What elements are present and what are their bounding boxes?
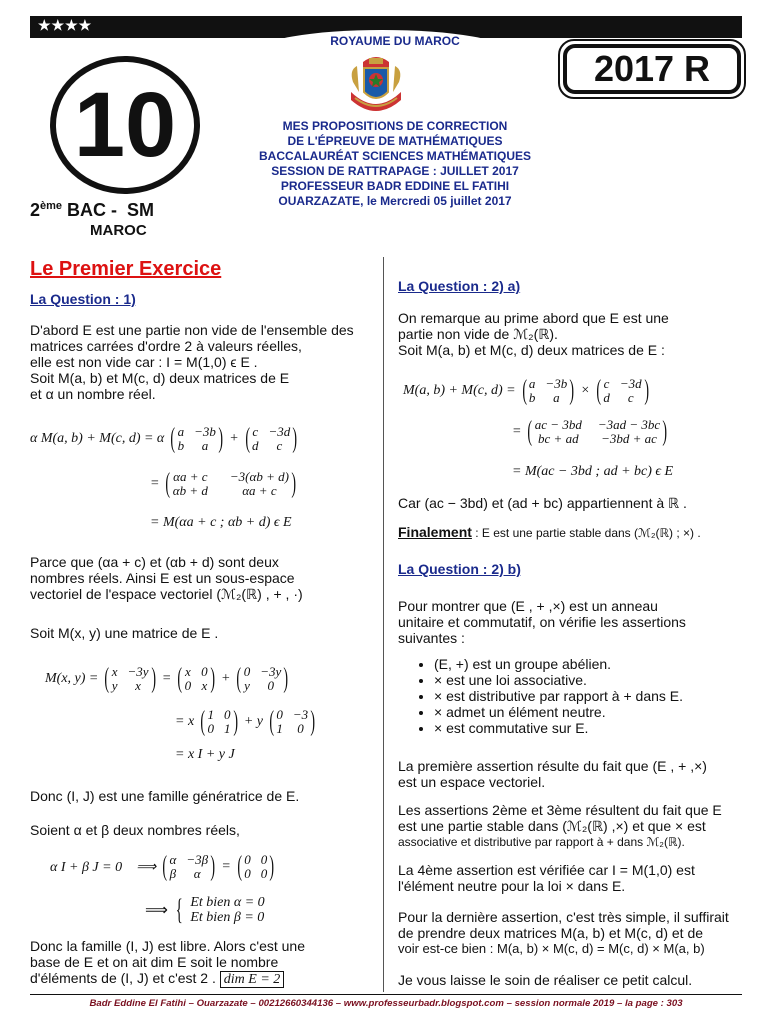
kingdom-title: ROYAUME DU MAROC bbox=[330, 34, 460, 48]
matrix: ( x −3y y x ) bbox=[104, 663, 156, 694]
math-text: = x bbox=[175, 714, 195, 729]
text-line: base de E et on ait dim E soit le nombre bbox=[30, 954, 279, 970]
matrix: ( αa + c −3(αb + d) αb + d αa + c ) bbox=[165, 468, 296, 499]
text-line: Pour la dernière assertion, c'est très simple, il suffirait bbox=[398, 909, 729, 925]
text-line: Pour montrer que (E , + ,×) est un anneau bbox=[398, 598, 658, 614]
text-line: est un espace vectoriel. bbox=[398, 774, 546, 790]
matrix: ( c −3d d c ) bbox=[596, 375, 649, 406]
equation-7: α I + β J = 0 ⟹ ( α −3β β α ) = ( 0 0 0 0 ) bbox=[50, 853, 277, 881]
text-line: suivantes : bbox=[398, 630, 465, 646]
paragraph bbox=[398, 758, 743, 790]
matrix: ( α −3β β α ) bbox=[162, 851, 216, 882]
matrix: ( a −3b b a ) bbox=[521, 375, 575, 406]
exercise-title: Le Premier Exercice bbox=[30, 258, 222, 280]
equation-8: ⟹ { Et bien α = 0 Et bien β = 0 bbox=[145, 893, 265, 926]
text-line: Donc la famille (I, J) est libre. Alors c'est une bbox=[30, 938, 305, 954]
equation-6: = x I + y J bbox=[175, 747, 235, 762]
paragraph: Soit M(x, y) une matrice de E . bbox=[30, 625, 219, 641]
paragraph bbox=[398, 310, 743, 358]
text-line: elle est non vide car : I = M(1,0) ϵ E . bbox=[30, 354, 258, 370]
stars-rating: ★★★★ bbox=[38, 17, 93, 33]
text-line: l'élément neutre pour la loi × dans E. bbox=[398, 878, 626, 894]
list-item: • × est distributive par rapport à + dans E. bbox=[434, 688, 743, 704]
matrix: ( 0 0 0 0 ) bbox=[237, 851, 275, 882]
matrix: ( c −3d d c ) bbox=[245, 423, 298, 454]
text-line: La première assertion résulte du fait que (E , + ,×) bbox=[398, 758, 707, 774]
matrix: ( 1 0 0 1 ) bbox=[200, 706, 238, 737]
text-line: de prendre deux matrices M(a, b) et M(c, d) et de bbox=[398, 925, 704, 941]
exam-number: 10 bbox=[73, 74, 177, 176]
header-line: SESSION DE RATTRAPAGE : JUILLET 2017 bbox=[271, 164, 519, 178]
equation-5 bbox=[175, 708, 317, 736]
text-line: nombres réels. Ainsi E est un sous-espace bbox=[30, 570, 295, 586]
equation-2: = ( αa + c −3(αb + d) αb + d αa + c ) bbox=[150, 470, 298, 498]
paragraph bbox=[30, 554, 375, 602]
paragraph bbox=[30, 322, 375, 402]
text-line: voir est-ce bien : M(a, b) × M(c, d) = M(c, d) × M(a, b) bbox=[398, 941, 705, 956]
math-text: α I + β J = 0 ⟹ bbox=[50, 859, 157, 875]
paragraph: Car (ac − 3bd) et (ad + bc) appartiennent à ℝ . bbox=[398, 495, 687, 511]
conclusion-label: Finalement bbox=[398, 524, 472, 540]
header-line: PROFESSEUR BADR EDDINE EL FATIHI bbox=[280, 179, 510, 193]
text-line: et α un nombre réel. bbox=[30, 386, 156, 402]
question-2b-heading: La Question : 2) b) bbox=[398, 561, 521, 577]
list-item: • × est une loi associative. bbox=[434, 672, 743, 688]
math-text: α M(a, b) + M(c, d) = α bbox=[30, 431, 165, 446]
math-text: + y bbox=[243, 714, 263, 729]
text-line: partie non vide de ℳ₂(ℝ). bbox=[398, 326, 558, 342]
conclusion bbox=[398, 524, 701, 541]
right-equation-2: = ( ac − 3bd −3ad − 3bc bc + ad −3bd + ac ) bbox=[512, 418, 669, 446]
bac-prefix: 2 bbox=[30, 200, 41, 220]
footer-text: Badr Eddine El Fatihi – Ouarzazate – 00212660344136 – www.professeurbadr.blogspot.com – session normale 2019 – la page : 303 bbox=[89, 998, 683, 1009]
text-line: Les assertions 2ème et 3ème résultent du fait que E bbox=[398, 802, 722, 818]
text-line: Soit M(a, b) et M(c, d) deux matrices de E bbox=[30, 370, 290, 386]
bac-sup: ème bbox=[40, 200, 63, 212]
text-line: Soit M(a, b) et M(c, d) deux matrices de E : bbox=[398, 342, 665, 358]
text-line: d'éléments de (I, J) et c'est 2 . bbox=[30, 970, 216, 986]
paragraph bbox=[398, 862, 743, 894]
coat-of-arms-icon bbox=[345, 52, 407, 118]
column-divider bbox=[383, 257, 384, 992]
matrix: ( x 0 0 x ) bbox=[177, 663, 215, 694]
year-badge: 2017 R bbox=[593, 48, 711, 89]
paragraph bbox=[30, 938, 375, 988]
exam-number-badge bbox=[50, 56, 200, 194]
assertion-list bbox=[398, 656, 743, 736]
header-line: MES PROPOSITIONS DE CORRECTION bbox=[282, 119, 508, 133]
conclusion-text: : E est une partie stable dans (ℳ₂(ℝ) ; ×) . bbox=[471, 526, 701, 540]
list-item: • (E, +) est un groupe abélien. bbox=[434, 656, 743, 672]
header-lines bbox=[230, 119, 560, 209]
bac-rest: BAC - SM bbox=[62, 200, 155, 220]
list-item: • × admet un élément neutre. bbox=[434, 704, 743, 720]
paragraph bbox=[398, 802, 743, 850]
equation-1: α M(a, b) + M(c, d) = α ( a −3b b a ) + ( c −3d d c ) bbox=[30, 425, 300, 453]
list-item: • × est commutative sur E. bbox=[434, 720, 743, 736]
matrix: ( 0 −3 1 0 ) bbox=[269, 706, 316, 737]
right-equation-1: M(a, b) + M(c, d) = ( a −3b b a ) × ( c −3d d c ) bbox=[403, 377, 651, 405]
text-line: D'abord E est une partie non vide de l'ensemble des matrices carrées d'ordre 2 à valeurs réelles, bbox=[30, 322, 354, 354]
country-label: MAROC bbox=[90, 222, 147, 239]
header-line: BACCALAURÉAT SCIENCES MATHÉMATIQUES bbox=[259, 149, 531, 163]
text-line: On remarque au prime abord que E est une bbox=[398, 310, 669, 326]
header-line: DE L'ÉPREUVE DE MATHÉMATIQUES bbox=[287, 134, 503, 148]
text-line: associative et distributive par rapport à + dans ℳ₂(ℝ). bbox=[398, 835, 685, 849]
equation-3: = M(αa + c ; αb + d) ϵ E bbox=[150, 515, 292, 530]
boxed-result: dim E = 2 bbox=[220, 971, 285, 988]
equation-4: M(x, y) = ( x −3y y x ) = ( x 0 0 x ) + ( 0 −3y y 0 ) bbox=[45, 665, 291, 693]
paragraph: Je vous laisse le soin de réaliser ce petit calcul. bbox=[398, 972, 693, 988]
matrix: ( ac − 3bd −3ad − 3bc bc + ad −3bd + ac ) bbox=[527, 416, 668, 447]
footer-rule bbox=[30, 994, 742, 995]
header-line: OUARZAZATE, le Mercredi 05 juillet 2017 bbox=[278, 194, 512, 208]
paragraph: Soient α et β deux nombres réels, bbox=[30, 822, 240, 838]
math-text: Et bien β = 0 bbox=[190, 910, 265, 925]
matrix: ( a −3b b a ) bbox=[170, 423, 223, 454]
right-equation-3: = M(ac − 3bd ; ad + bc) ϵ E bbox=[512, 464, 674, 479]
text-line: Parce que (αa + c) et (αb + d) sont deux bbox=[30, 554, 279, 570]
question-2a-heading: La Question : 2) a) bbox=[398, 278, 521, 294]
paragraph bbox=[398, 909, 748, 957]
question-1-heading: La Question : 1) bbox=[30, 291, 136, 307]
matrix: ( 0 −3y y 0 ) bbox=[236, 663, 289, 694]
text-line: vectoriel de l'espace vectoriel (ℳ₂(ℝ) , + , ·) bbox=[30, 586, 303, 602]
paragraph bbox=[398, 598, 743, 646]
math-text: M(x, y) = bbox=[45, 671, 99, 686]
text-line: La 4ème assertion est vérifiée car I = M(1,0) est bbox=[398, 862, 695, 878]
text-line: est une partie stable dans (ℳ₂(ℝ) ,×) et que × est bbox=[398, 818, 706, 834]
math-text: Et bien α = 0 bbox=[190, 895, 265, 910]
paragraph: Donc (I, J) est une famille génératrice de E. bbox=[30, 788, 300, 804]
text-line: unitaire et commutatif, on vérifie les assertions bbox=[398, 614, 686, 630]
bac-level bbox=[30, 200, 240, 221]
math-text: M(a, b) + M(c, d) = bbox=[403, 383, 516, 398]
